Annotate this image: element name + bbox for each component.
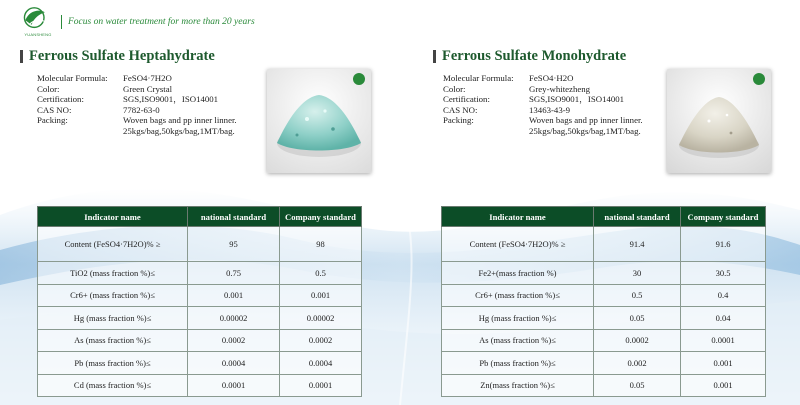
national-standard-cell: 0.0002 xyxy=(188,329,280,352)
grey-powder-pile-image xyxy=(667,69,771,173)
heptahydrate-product-photo xyxy=(267,69,371,173)
company-standard-cell: 0.04 xyxy=(681,307,766,330)
national-standard-cell: 0.00002 xyxy=(188,307,280,330)
indicator-cell: Pb (mass fraction %)≤ xyxy=(38,352,188,375)
company-standard-cell: 0.0002 xyxy=(280,329,362,352)
column-header: Indicator name xyxy=(442,207,594,227)
spec-row-packing xyxy=(443,115,643,126)
left-indicator-table xyxy=(37,206,362,397)
indicator-cell: Hg (mass fraction %)≤ xyxy=(38,307,188,330)
national-standard-cell: 0.75 xyxy=(188,262,280,285)
spec-label: Molecular Formula: xyxy=(443,73,514,83)
left-spec-list xyxy=(37,73,237,136)
spec-value: 7782-63-0 xyxy=(123,104,160,115)
table-row xyxy=(38,284,362,307)
company-standard-cell: 0.0004 xyxy=(280,352,362,375)
national-standard-cell: 0.0002 xyxy=(594,329,681,352)
national-standard-cell: 91.4 xyxy=(594,227,681,262)
national-standard-cell: 0.002 xyxy=(594,352,681,375)
logo-wordmark: YUANSHENG xyxy=(24,32,52,37)
table-row xyxy=(38,374,362,397)
table-row xyxy=(38,227,362,262)
spec-value: SGS,ISO9001，ISO14001 xyxy=(529,94,625,104)
spec-row-formula xyxy=(443,73,643,84)
spec-row-formula xyxy=(37,73,237,84)
left-product-title xyxy=(20,48,215,65)
company-standard-cell: 0.0001 xyxy=(681,329,766,352)
indicator-cell: Content (FeSO4·7H2O)% ≥ xyxy=(442,227,594,262)
company-standard-cell: 98 xyxy=(280,227,362,262)
indicator-cell: As (mass fraction %)≤ xyxy=(442,329,594,352)
spec-label: Certification: xyxy=(443,94,490,104)
spec-value: Woven bags and pp inner linner. xyxy=(529,115,643,125)
national-standard-cell: 0.5 xyxy=(594,284,681,307)
company-logo xyxy=(20,5,52,39)
table-row xyxy=(442,307,766,330)
spec-label: Color: xyxy=(37,83,60,94)
title-marker xyxy=(20,50,23,63)
table-row xyxy=(38,307,362,330)
national-standard-cell: 0.0004 xyxy=(188,352,280,375)
indicator-cell: As (mass fraction %)≤ xyxy=(38,329,188,352)
spec-row-certification xyxy=(37,94,237,105)
company-standard-cell: 0.0001 xyxy=(280,374,362,397)
indicator-cell: Pb (mass fraction %)≤ xyxy=(442,352,594,375)
spec-value: FeSO4·H2O xyxy=(529,73,574,83)
spec-value: Woven bags and pp inner linner. xyxy=(123,115,237,125)
national-standard-cell: 95 xyxy=(188,227,280,262)
company-standard-cell: 30.5 xyxy=(681,262,766,285)
national-standard-cell: 0.05 xyxy=(594,374,681,397)
company-standard-cell: 0.001 xyxy=(280,284,362,307)
company-tagline: Focus on water treatment for more than 20 years xyxy=(61,15,255,29)
spec-value: 13463-43-9 xyxy=(529,104,571,115)
company-standard-cell: 0.4 xyxy=(681,284,766,307)
company-standard-cell: 91.6 xyxy=(681,227,766,262)
spec-value: FeSO4·7H2O xyxy=(123,73,172,83)
right-product-title-text: Ferrous Sulfate Monohydrate xyxy=(442,48,627,64)
indicator-cell: Content (FeSO4·7H2O)% ≥ xyxy=(38,227,188,262)
company-standard-cell: 0.001 xyxy=(681,374,766,397)
spec-row-color xyxy=(443,84,643,95)
column-header: Indicator name xyxy=(38,207,188,227)
spec-label: Packing: xyxy=(37,115,68,125)
spec-label: Molecular Formula: xyxy=(37,73,108,83)
right-indicator-table xyxy=(441,206,766,397)
table-row xyxy=(442,262,766,285)
table-row xyxy=(38,329,362,352)
leaf-logo-icon xyxy=(20,5,52,32)
indicator-cell: Hg (mass fraction %)≤ xyxy=(442,307,594,330)
spec-label: CAS NO: xyxy=(37,104,72,115)
indicator-cell: TiO2 (mass fraction %)≤ xyxy=(38,262,188,285)
spec-label: Certification: xyxy=(37,94,84,104)
column-header: national standard xyxy=(188,207,280,227)
indicator-cell: Fe2+(mass fraction %) xyxy=(442,262,594,285)
indicator-cell: Zn(mass fraction %)≤ xyxy=(442,374,594,397)
right-spec-list xyxy=(443,73,643,136)
column-header: Company standard xyxy=(681,207,766,227)
spec-value: Grey-whitezheng xyxy=(529,83,591,94)
table-row xyxy=(442,352,766,375)
company-standard-cell: 0.001 xyxy=(681,352,766,375)
spec-row-cas xyxy=(37,105,237,116)
national-standard-cell: 0.0001 xyxy=(188,374,280,397)
table-row xyxy=(38,262,362,285)
spec-row-color xyxy=(37,84,237,95)
spec-value: SGS,ISO9001，ISO14001 xyxy=(123,94,219,104)
corner-logo-icon xyxy=(353,73,365,85)
right-product-title xyxy=(433,48,626,65)
national-standard-cell: 30 xyxy=(594,262,681,285)
spec-label: Color: xyxy=(443,83,466,94)
spec-row-certification xyxy=(443,94,643,105)
monohydrate-product-photo xyxy=(667,69,771,173)
table-row xyxy=(442,227,766,262)
spec-value-continued: 25kgs/bag,50kgs/bag,1MT/bag. xyxy=(529,125,641,136)
indicator-cell: Cd (mass fraction %)≤ xyxy=(38,374,188,397)
company-standard-cell: 0.5 xyxy=(280,262,362,285)
left-product-title-text: Ferrous Sulfate Heptahydrate xyxy=(29,48,215,64)
spec-row-cas xyxy=(443,105,643,116)
column-header: Company standard xyxy=(280,207,362,227)
table-row xyxy=(442,284,766,307)
company-standard-cell: 0.00002 xyxy=(280,307,362,330)
national-standard-cell: 0.001 xyxy=(188,284,280,307)
national-standard-cell: 0.05 xyxy=(594,307,681,330)
table-row xyxy=(442,329,766,352)
corner-logo-icon xyxy=(753,73,765,85)
page-header xyxy=(20,4,255,40)
spec-label: CAS NO: xyxy=(443,104,478,115)
title-marker xyxy=(433,50,436,63)
column-header: national standard xyxy=(594,207,681,227)
green-crystal-pile-image xyxy=(267,69,371,173)
spec-value-continued: 25kgs/bag,50kgs/bag,1MT/bag. xyxy=(123,125,235,136)
spec-label: Packing: xyxy=(443,115,474,125)
spec-row-packing xyxy=(37,115,237,126)
table-row xyxy=(442,374,766,397)
indicator-cell: Cr6+ (mass fraction %)≤ xyxy=(38,284,188,307)
table-row xyxy=(38,352,362,375)
indicator-cell: Cr6+ (mass fraction %)≤ xyxy=(442,284,594,307)
spec-value: Green Crystal xyxy=(123,83,173,94)
